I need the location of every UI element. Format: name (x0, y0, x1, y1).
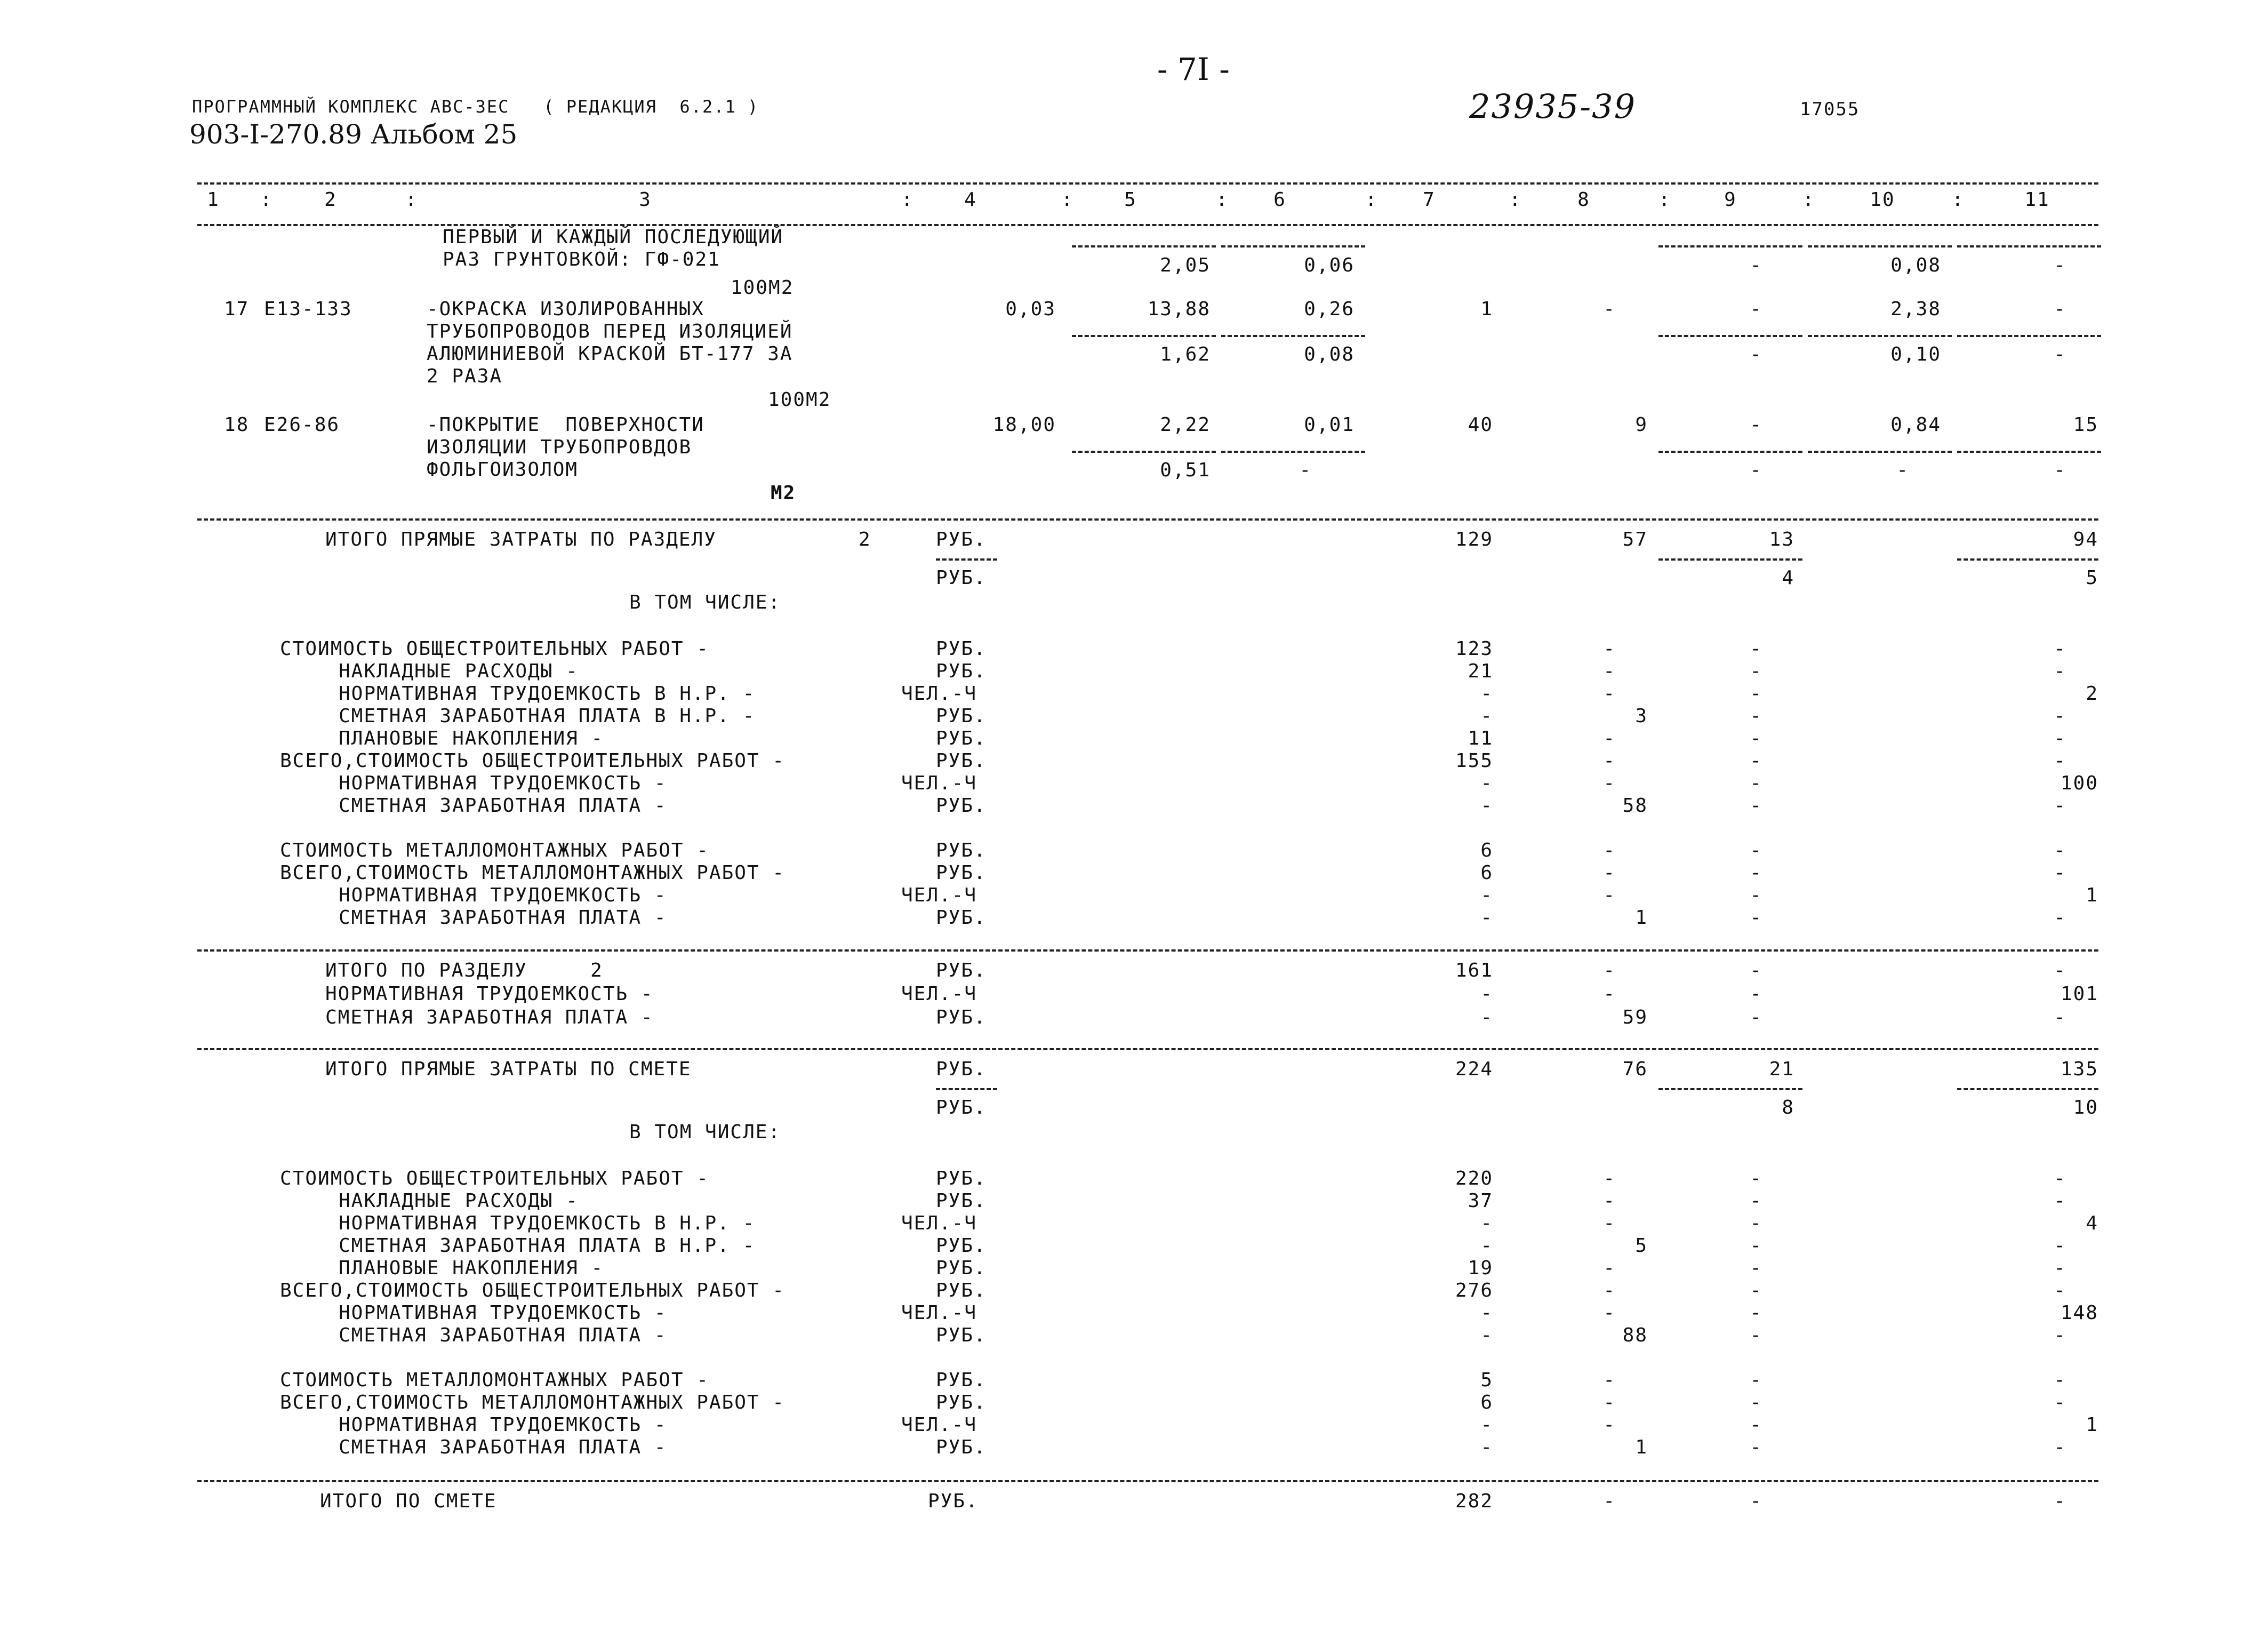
section-total-11: 101 (2060, 983, 2098, 1005)
item-cost-6-sub: 0,08 (1304, 343, 1355, 365)
cost-row-value-11: - (2054, 1436, 2066, 1458)
cost-row-label: НАКЛАДНЫЕ РАСХОДЫ - (339, 660, 579, 682)
section-total-7: - (1480, 983, 1493, 1005)
estimate-total-rule (197, 1480, 2098, 1482)
cost-row-value-9: - (1750, 1302, 1762, 1324)
document-code: 17055 (1800, 99, 1860, 120)
estimate-total-11: - (2054, 1490, 2066, 1512)
cost-row-value-7: 123 (1455, 638, 1493, 660)
estimate-total-8: 76 (1622, 1058, 1648, 1080)
item-description: ПЕРВЫЙ И КАЖДЫЙ ПОСЛЕДУЮЩИЙ (443, 226, 784, 248)
item-cost-5-sub: 1,62 (1160, 343, 1211, 365)
item-cost-9: - (1750, 414, 1762, 436)
section-total-9: 13 (1769, 529, 1794, 550)
cost-row-value-11: - (2054, 728, 2066, 749)
cost-row-value-9: - (1750, 660, 1762, 682)
cost-row-value-7: 5 (1480, 1369, 1493, 1391)
item-quantity: 18,00 (992, 414, 1056, 436)
item-cost-5: 2,22 (1160, 414, 1211, 436)
cost-row-label: НОРМАТИВНАЯ ТРУДОЕМКОСТЬ - (339, 1302, 667, 1324)
cost-row-unit: ЧЕЛ.-Ч (901, 683, 977, 705)
cost-row-value-11: - (2054, 907, 2066, 929)
cost-row-value-8: - (1603, 1414, 1616, 1436)
value-underline (1957, 451, 2101, 453)
cost-row-value-8: - (1603, 638, 1616, 660)
item-unit: М2 (771, 482, 796, 504)
cost-row-value-9: - (1750, 705, 1762, 727)
cost-row-label: ВСЕГО,СТОИМОСТЬ МЕТАЛЛОМОНТАЖНЫХ РАБОТ - (280, 1392, 785, 1413)
cost-row-label: СМЕТНАЯ ЗАРАБОТНАЯ ПЛАТА В Н.Р. - (339, 1235, 756, 1257)
item-cost-9-sub: - (1750, 459, 1762, 481)
value-underline (1072, 245, 1216, 247)
section-total-9: - (1750, 960, 1762, 981)
cost-row-value-11: 1 (2086, 884, 2098, 906)
cost-row-value-9: - (1750, 728, 1762, 749)
cost-row-value-8: - (1603, 1190, 1616, 1212)
cost-row-label: СТОИМОСТЬ МЕТАЛЛОМОНТАЖНЫХ РАБОТ - (280, 1369, 709, 1391)
cost-row-value-11: - (2054, 1280, 2066, 1301)
cost-row-value-7: - (1480, 795, 1493, 817)
section-total-9-sub: 4 (1782, 567, 1794, 589)
cost-row-unit: РУБ. (936, 862, 987, 884)
section-total-11: 94 (2073, 529, 2098, 550)
section-underline (936, 558, 997, 561)
item-cost-7: 1 (1480, 298, 1493, 320)
cost-row-value-9: - (1750, 1212, 1762, 1234)
cost-row-unit: РУБ. (936, 795, 987, 817)
item-cost-5: 13,88 (1147, 298, 1211, 320)
cost-row-value-9: - (1750, 750, 1762, 772)
section-total-8: - (1603, 960, 1616, 981)
cost-row-value-8: 58 (1622, 795, 1648, 817)
cost-row-unit: ЧЕЛ.-Ч (901, 1302, 977, 1324)
value-underline (1658, 335, 1802, 337)
cost-row-value-7: - (1480, 1302, 1493, 1324)
cost-row-value-7: 220 (1455, 1168, 1493, 1189)
cost-row-value-7: 155 (1455, 750, 1493, 772)
value-underline (1221, 451, 1365, 453)
cost-row-value-7: - (1480, 907, 1493, 929)
cost-row-value-11: - (2054, 1257, 2066, 1279)
column-header-6: 6 (1273, 189, 1286, 211)
estimate-top-rule (197, 1048, 2098, 1050)
value-underline (1658, 245, 1802, 247)
cost-row-value-11: - (2054, 840, 2066, 861)
item-description: ФОЛЬГОИЗОЛОМ (427, 459, 579, 481)
item-code: Е13-133 (264, 298, 352, 320)
item-cost-10-sub: - (1896, 459, 1909, 481)
cost-row-unit: ЧЕЛ.-Ч (901, 772, 977, 794)
section-total-9: - (1750, 1006, 1762, 1028)
cost-row-value-9: - (1750, 772, 1762, 794)
cost-row-unit: ЧЕЛ.-Ч (901, 1212, 977, 1234)
cost-row-value-9: - (1750, 1190, 1762, 1212)
section-underline (1957, 558, 2098, 561)
header-top-rule (197, 182, 2098, 185)
cost-row-value-11: - (2054, 1235, 2066, 1257)
column-separator: : (901, 189, 914, 211)
item-description: АЛЮМИНИЕВОЙ КРАСКОЙ БТ-177 ЗА (427, 343, 793, 365)
cost-row-value-9: - (1750, 1280, 1762, 1301)
section-total-unit: РУБ. (936, 960, 987, 981)
section-total-label: СМЕТНАЯ ЗАРАБОТНАЯ ПЛАТА - (325, 1006, 654, 1028)
cost-row-value-7: 11 (1468, 728, 1493, 749)
cost-row-value-11: - (2054, 660, 2066, 682)
cost-row-label: СТОИМОСТЬ ОБЩЕСТРОИТЕЛЬНЫХ РАБОТ - (280, 1168, 709, 1189)
section-total-label: ИТОГО ПО РАЗДЕЛУ 2 (325, 960, 603, 981)
value-underline (1808, 245, 1952, 247)
cost-row-value-11: 1 (2086, 1414, 2098, 1436)
column-separator: : (1216, 189, 1229, 211)
cost-row-value-11: - (2054, 1369, 2066, 1391)
item-cost-11: - (2054, 254, 2066, 276)
cost-row-value-8: - (1603, 884, 1616, 906)
cost-row-label: СМЕТНАЯ ЗАРАБОТНАЯ ПЛАТА - (339, 1324, 667, 1346)
cost-row-value-8: - (1603, 750, 1616, 772)
section-total-label: НОРМАТИВНАЯ ТРУДОЕМКОСТЬ - (325, 983, 654, 1005)
cost-row-label: ПЛАНОВЫЕ НАКОПЛЕНИЯ - (339, 728, 604, 749)
cost-row-unit: РУБ. (936, 907, 987, 929)
section-total-7: 129 (1455, 529, 1493, 550)
column-header-4: 4 (964, 189, 977, 211)
cost-row-label: ВСЕГО,СТОИМОСТЬ ОБЩЕСТРОИТЕЛЬНЫХ РАБОТ - (280, 1280, 785, 1301)
cost-row-unit: РУБ. (936, 1257, 987, 1279)
cost-row-value-7: - (1480, 884, 1493, 906)
cost-row-unit: РУБ. (936, 1324, 987, 1346)
cost-row-label: СТОИМОСТЬ ОБЩЕСТРОИТЕЛЬНЫХ РАБОТ - (280, 638, 709, 660)
cost-row-unit: РУБ. (936, 1168, 987, 1189)
column-header-1: 1 (207, 189, 220, 211)
cost-row-value-8: 1 (1635, 907, 1648, 929)
item-cost-11-sub: - (2054, 343, 2066, 365)
cost-row-value-7: - (1480, 772, 1493, 794)
cost-row-value-8: 5 (1635, 1235, 1648, 1257)
cost-row-value-8: - (1603, 1302, 1616, 1324)
album-reference: 903-I-270.89 Альбом 25 (189, 119, 518, 150)
column-header-5: 5 (1124, 189, 1137, 211)
cost-row-value-8: - (1603, 1168, 1616, 1189)
cost-row-label: НОРМАТИВНАЯ ТРУДОЕМКОСТЬ - (339, 772, 667, 794)
cost-row-value-7: - (1480, 683, 1493, 705)
estimate-total-9: 21 (1769, 1058, 1794, 1080)
item-description: -ОКРАСКА ИЗОЛИРОВАННЫХ (427, 298, 704, 320)
cost-row-label: НОРМАТИВНАЯ ТРУДОЕМКОСТЬ - (339, 1414, 667, 1436)
column-separator: : (260, 189, 273, 211)
section-total-11-sub: 5 (2086, 567, 2098, 589)
section-underline (1658, 558, 1802, 561)
page-number: - 7I - (1157, 51, 1230, 87)
cost-row-unit: РУБ. (936, 638, 987, 660)
cost-row-label: СМЕТНАЯ ЗАРАБОТНАЯ ПЛАТА В Н.Р. - (339, 705, 756, 727)
estimate-total-7: 224 (1455, 1058, 1493, 1080)
cost-row-label: ПЛАНОВЫЕ НАКОПЛЕНИЯ - (339, 1257, 604, 1279)
cost-row-value-7: - (1480, 1436, 1493, 1458)
section-total-8: - (1603, 983, 1616, 1005)
item-number: 17 (224, 298, 250, 320)
cost-row-unit: РУБ. (936, 1280, 987, 1301)
item-cost-9-sub: - (1750, 343, 1762, 365)
cost-row-value-9: - (1750, 1257, 1762, 1279)
cost-row-label: ВСЕГО,СТОИМОСТЬ ОБЩЕСТРОИТЕЛЬНЫХ РАБОТ - (280, 750, 785, 772)
estimate-currency-2: РУБ. (936, 1097, 987, 1118)
section-total-9: - (1750, 983, 1762, 1005)
item-description: -ПОКРЫТИЕ ПОВЕРХНОСТИ (427, 414, 704, 436)
estimate-total-9: - (1750, 1490, 1762, 1512)
estimate-underline (936, 1088, 997, 1090)
cost-row-value-11: - (2054, 795, 2066, 817)
cost-row-value-7: - (1480, 1212, 1493, 1234)
cost-row-value-9: - (1750, 907, 1762, 929)
cost-row-value-9: - (1750, 1168, 1762, 1189)
cost-row-unit: РУБ. (936, 1436, 987, 1458)
cost-row-value-11: 2 (2086, 683, 2098, 705)
estimate-total-7: 282 (1455, 1490, 1493, 1512)
cost-row-label: ВСЕГО,СТОИМОСТЬ МЕТАЛЛОМОНТАЖНЫХ РАБОТ - (280, 862, 785, 884)
cost-row-value-8: - (1603, 1280, 1616, 1301)
item-cost-9: - (1750, 254, 1762, 276)
cost-row-value-7: - (1480, 1235, 1493, 1257)
cost-row-value-11: 148 (2060, 1302, 2098, 1324)
item-code: Е26-86 (264, 414, 340, 436)
cost-row-label: СМЕТНАЯ ЗАРАБОТНАЯ ПЛАТА - (339, 907, 667, 929)
cost-row-value-7: 19 (1468, 1257, 1493, 1279)
column-separator: : (1509, 189, 1522, 211)
cost-row-label: НАКЛАДНЫЕ РАСХОДЫ - (339, 1190, 579, 1212)
column-header-2: 2 (324, 189, 337, 211)
estimate-title: ИТОГО ПРЯМЫЕ ЗАТРАТЫ ПО СМЕТЕ (325, 1058, 692, 1080)
cost-row-value-7: 6 (1480, 1392, 1493, 1413)
cost-row-value-7: 6 (1480, 840, 1493, 861)
section-section-number: 2 (859, 529, 871, 550)
cost-row-value-8: - (1603, 683, 1616, 705)
item-cost-6: 0,01 (1304, 414, 1355, 436)
column-header-11: 11 (2024, 189, 2050, 211)
cost-row-value-11: - (2054, 750, 2066, 772)
column-separator: : (1658, 189, 1671, 211)
column-separator: : (1952, 189, 1965, 211)
cost-row-unit: РУБ. (936, 1235, 987, 1257)
section-currency-2: РУБ. (936, 567, 987, 589)
cost-row-value-11: - (2054, 1190, 2066, 1212)
section-including: В ТОМ ЧИСЛЕ: (629, 592, 781, 613)
estimate-including: В ТОМ ЧИСЛЕ: (629, 1121, 781, 1143)
item-quantity: 0,03 (1005, 298, 1056, 320)
item-cost-9: - (1750, 298, 1762, 320)
item-unit: 100М2 (731, 277, 794, 299)
column-header-9: 9 (1724, 189, 1737, 211)
program-header: ПРОГРАММНЫЙ КОМПЛЕКС АВС-ЗЕС ( РЕДАКЦИЯ 6.2.1 ) (192, 97, 759, 117)
cost-row-value-9: - (1750, 795, 1762, 817)
item-cost-8: - (1603, 298, 1616, 320)
cost-row-value-11: - (2054, 1392, 2066, 1413)
value-underline (1221, 245, 1365, 247)
estimate-total-label: ИТОГО ПО СМЕТЕ (320, 1490, 497, 1512)
cost-row-value-8: - (1603, 728, 1616, 749)
cost-row-unit: РУБ. (936, 840, 987, 861)
cost-row-value-11: - (2054, 1168, 2066, 1189)
estimate-total-11-sub: 10 (2073, 1097, 2098, 1118)
cost-row-value-9: - (1750, 1235, 1762, 1257)
column-separator: : (1365, 189, 1378, 211)
cost-row-value-8: - (1603, 1257, 1616, 1279)
cost-row-value-7: 37 (1468, 1190, 1493, 1212)
cost-row-value-9: - (1750, 638, 1762, 660)
column-separator: : (405, 189, 418, 211)
item-cost-6: 0,26 (1304, 298, 1355, 320)
cost-row-unit: РУБ. (936, 728, 987, 749)
cost-row-label: НОРМАТИВНАЯ ТРУДОЕМКОСТЬ В Н.Р. - (339, 1212, 756, 1234)
value-underline (1957, 245, 2101, 247)
cost-row-unit: РУБ. (936, 705, 987, 727)
cost-row-value-7: 21 (1468, 660, 1493, 682)
item-description: РАЗ ГРУНТОВКОЙ: ГФ-021 (443, 249, 720, 270)
item-cost-11-sub: - (2054, 459, 2066, 481)
cost-row-value-9: - (1750, 862, 1762, 884)
estimate-total-unit: РУБ. (928, 1490, 979, 1512)
section-total-11: - (2054, 960, 2066, 981)
column-separator: : (1802, 189, 1815, 211)
cost-row-unit: РУБ. (936, 1190, 987, 1212)
item-cost-7: 40 (1468, 414, 1493, 436)
estimate-total-8: - (1603, 1490, 1616, 1512)
cost-row-value-8: - (1603, 862, 1616, 884)
estimate-underline (1658, 1088, 1802, 1090)
estimate-total-11: 135 (2060, 1058, 2098, 1080)
cost-row-value-9: - (1750, 1369, 1762, 1391)
item-cost-5-sub: 0,51 (1160, 459, 1211, 481)
cost-row-label: СТОИМОСТЬ МЕТАЛЛОМОНТАЖНЫХ РАБОТ - (280, 840, 709, 861)
section-total-unit: ЧЕЛ.-Ч (901, 983, 977, 1005)
section-currency: РУБ. (936, 529, 987, 550)
column-header-7: 7 (1423, 189, 1436, 211)
cost-row-value-9: - (1750, 1392, 1762, 1413)
cost-row-value-11: 100 (2060, 772, 2098, 794)
item-cost-5: 2,05 (1160, 254, 1211, 276)
value-underline (1658, 451, 1802, 453)
column-header-8: 8 (1577, 189, 1590, 211)
section-total-7: 161 (1455, 960, 1493, 981)
item-description: 2 РАЗА (427, 365, 503, 387)
cost-row-value-11: - (2054, 638, 2066, 660)
cost-row-value-8: - (1603, 1212, 1616, 1234)
item-unit: 100М2 (768, 389, 831, 411)
value-underline (1957, 335, 2101, 337)
estimate-total-9-sub: 8 (1782, 1097, 1794, 1118)
item-cost-10: 0,08 (1890, 254, 1941, 276)
estimate-currency: РУБ. (936, 1058, 987, 1080)
section-total-8: 59 (1622, 1006, 1648, 1028)
cost-row-value-7: 276 (1455, 1280, 1493, 1301)
cost-row-label: СМЕТНАЯ ЗАРАБОТНАЯ ПЛАТА - (339, 795, 667, 817)
item-description: ИЗОЛЯЦИИ ТРУБОПРОВДОВ (427, 436, 692, 458)
cost-row-value-8: - (1603, 1392, 1616, 1413)
cost-row-unit: РУБ. (936, 660, 987, 682)
section-top-rule (197, 518, 2098, 521)
cost-row-value-7: 6 (1480, 862, 1493, 884)
cost-row-value-11: - (2054, 862, 2066, 884)
cost-row-value-11: - (2054, 1324, 2066, 1346)
cost-row-value-7: - (1480, 1414, 1493, 1436)
item-number: 18 (224, 414, 250, 436)
cost-row-unit: ЧЕЛ.-Ч (901, 884, 977, 906)
item-cost-6-sub: - (1299, 459, 1312, 481)
cost-row-value-9: - (1750, 884, 1762, 906)
column-header-10: 10 (1870, 189, 1895, 211)
cost-row-label: СМЕТНАЯ ЗАРАБОТНАЯ ПЛАТА - (339, 1436, 667, 1458)
section-total-rule (197, 949, 2098, 952)
cost-row-value-7: - (1480, 1324, 1493, 1346)
section-total-8: 57 (1622, 529, 1648, 550)
cost-row-value-9: - (1750, 840, 1762, 861)
item-cost-10: 2,38 (1890, 298, 1941, 320)
section-title: ИТОГО ПРЯМЫЕ ЗАТРАТЫ ПО РАЗДЕЛУ (325, 529, 717, 550)
cost-row-unit: ЧЕЛ.-Ч (901, 1414, 977, 1436)
cost-row-value-11: 4 (2086, 1212, 2098, 1234)
section-total-unit: РУБ. (936, 1006, 987, 1028)
item-cost-6: 0,06 (1304, 254, 1355, 276)
item-cost-10: 0,84 (1890, 414, 1941, 436)
cost-row-unit: РУБ. (936, 750, 987, 772)
item-cost-11: 15 (2073, 414, 2098, 436)
cost-row-label: НОРМАТИВНАЯ ТРУДОЕМКОСТЬ - (339, 884, 667, 906)
section-total-7: - (1480, 1006, 1493, 1028)
item-description: ТРУБОПРОВОДОВ ПЕРЕД ИЗОЛЯЦИЕЙ (427, 321, 793, 342)
cost-row-value-8: 1 (1635, 1436, 1648, 1458)
cost-row-value-9: - (1750, 683, 1762, 705)
document-number: 23935-39 (1469, 87, 1637, 126)
column-separator: : (1061, 189, 1074, 211)
cost-row-unit: РУБ. (936, 1392, 987, 1413)
cost-row-value-8: 88 (1622, 1324, 1648, 1346)
section-total-11: - (2054, 1006, 2066, 1028)
cost-row-label: НОРМАТИВНАЯ ТРУДОЕМКОСТЬ В Н.Р. - (339, 683, 756, 705)
item-cost-8: 9 (1635, 414, 1648, 436)
value-underline (1808, 451, 1952, 453)
value-underline (1808, 335, 1952, 337)
cost-row-value-9: - (1750, 1324, 1762, 1346)
cost-row-value-8: 3 (1635, 705, 1648, 727)
item-cost-11: - (2054, 298, 2066, 320)
item-cost-10-sub: 0,10 (1890, 343, 1941, 365)
cost-row-value-7: - (1480, 705, 1493, 727)
cost-row-value-8: - (1603, 840, 1616, 861)
column-header-3: 3 (639, 189, 652, 211)
cost-row-value-8: - (1603, 772, 1616, 794)
cost-row-unit: РУБ. (936, 1369, 987, 1391)
cost-row-value-11: - (2054, 705, 2066, 727)
estimate-underline (1957, 1088, 2098, 1090)
cost-row-value-9: - (1750, 1414, 1762, 1436)
value-underline (1072, 451, 1216, 453)
cost-row-value-9: - (1750, 1436, 1762, 1458)
value-underline (1221, 335, 1365, 337)
cost-row-value-8: - (1603, 660, 1616, 682)
cost-row-value-8: - (1603, 1369, 1616, 1391)
value-underline (1072, 335, 1216, 337)
